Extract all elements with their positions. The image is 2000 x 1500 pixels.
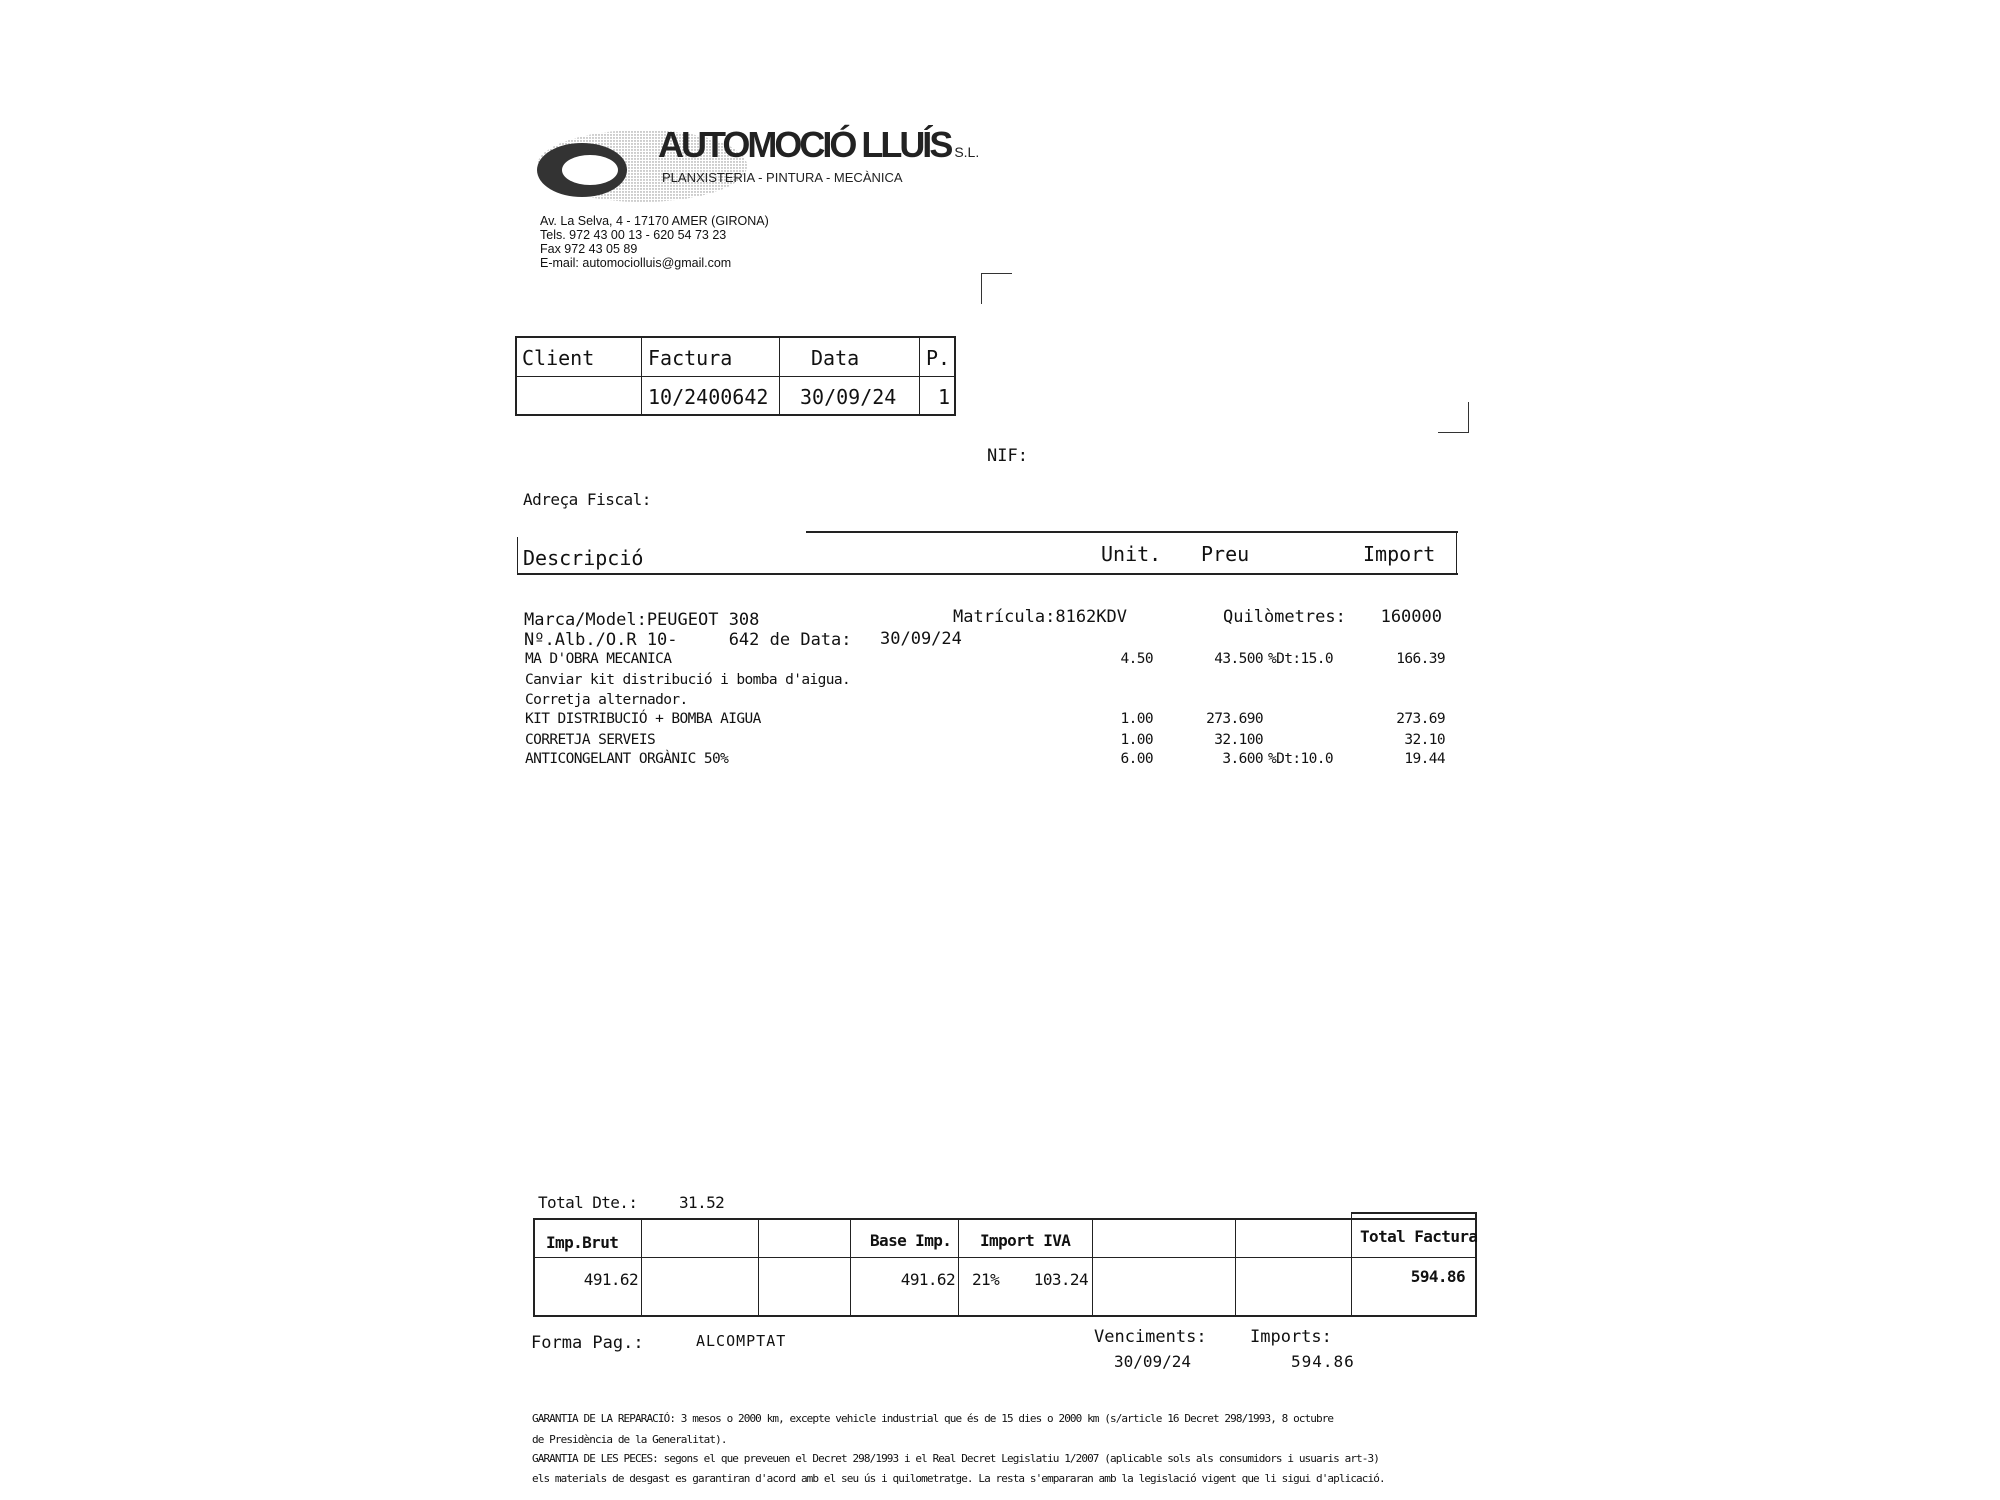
column-unit: Unit. <box>1101 542 1162 566</box>
header-invoice: Factura <box>648 346 733 370</box>
line-item-desc: KIT DISTRIBUCIÓ + BOMBA AIGUA <box>525 711 761 727</box>
company-tagline: PLANXISTERIA - PINTURA - MECÀNICA <box>662 170 903 185</box>
payment-method: ALCOMPTAT <box>696 1332 787 1350</box>
line-item-price: 273.690 <box>1206 711 1263 727</box>
divider <box>1092 1218 1093 1317</box>
warranty-line: GARANTIA DE LA REPARACIÓ: 3 mesos o 2000 km, excepte vehicle industrial que és de 15 dies o 2000 km (s/article 16 Decret 298/1993, 8 octubre <box>532 1412 1334 1425</box>
due-label: Venciments: <box>1094 1327 1207 1347</box>
km-label: Quilòmetres: <box>1223 607 1346 627</box>
line-item-amount: 166.39 <box>1396 651 1445 667</box>
nif-label: NIF: <box>987 446 1028 466</box>
line-item-amount: 19.44 <box>1404 751 1445 767</box>
divider <box>779 336 780 416</box>
line-item-desc: Corretja alternador. <box>525 692 688 708</box>
line-item-price: 3.600 <box>1222 751 1263 767</box>
company-name-group <box>658 124 979 165</box>
gross-label: Imp.Brut <box>546 1233 619 1252</box>
order-reference: Nº.Alb./O.R 10- 642 de Data: <box>524 630 852 650</box>
warranty-line: GARANTIA DE LES PECES: segons el que preveuen el Decret 298/1993 i el Real Decret Legislatiu 1/2007 (aplicable sols als consumidors i usuaris art-3) <box>532 1452 1379 1465</box>
company-fax: Fax 972 43 05 89 <box>540 242 638 256</box>
invoice-date: 30/09/24 <box>800 385 897 409</box>
divider <box>1475 1212 1477 1220</box>
divider <box>517 537 518 574</box>
divider <box>958 1218 959 1317</box>
warranty-line: els materials de desgast es garantiran d'acord amb el seu ús i quilometratge. La resta s'empararan amb la legislació vigent que li sigui d'aplicació. <box>532 1472 1385 1485</box>
vat-value: 103.24 <box>1033 1270 1088 1289</box>
divider <box>533 1257 1477 1258</box>
total-discount: 31.52 <box>679 1193 725 1212</box>
divider <box>1351 1212 1352 1317</box>
line-item-desc: Canviar kit distribució i bomba d'aigua. <box>525 672 851 688</box>
company-name: AUTOMOCIÓ LLUÍS <box>658 124 951 165</box>
total-label: Total Factura <box>1360 1227 1478 1246</box>
line-item-price: 32.100 <box>1214 732 1263 748</box>
company-email: E-mail: automociolluis@gmail.com <box>540 256 732 270</box>
company-phones: Tels. 972 43 00 13 - 620 54 73 23 <box>540 228 727 242</box>
company-logo <box>532 124 980 208</box>
line-item-amount: 273.69 <box>1396 711 1445 727</box>
header-date: Data <box>811 346 860 370</box>
column-amount: Import <box>1363 542 1436 566</box>
line-item-unit: 6.00 <box>1120 751 1153 767</box>
amounts-label: Imports: <box>1250 1327 1332 1347</box>
company-suffix: S.L. <box>954 144 980 160</box>
gross-value: 491.62 <box>583 1270 638 1289</box>
divider <box>641 336 642 416</box>
base-label: Base Imp. <box>870 1231 952 1250</box>
line-item-discount: %Dt:10.0 <box>1268 751 1334 767</box>
vat-label: Import IVA <box>980 1231 1071 1250</box>
line-item-desc: CORRETJA SERVEIS <box>525 732 656 748</box>
due-date: 30/09/24 <box>1114 1352 1192 1371</box>
base-value: 491.62 <box>900 1270 955 1289</box>
corner-mark-bottom-right <box>1438 402 1469 433</box>
line-item-amount: 32.10 <box>1404 732 1445 748</box>
vehicle-model: Marca/Model:PEUGEOT 308 <box>524 610 760 630</box>
divider <box>1456 531 1457 574</box>
vat-rate: 21% <box>972 1270 1000 1289</box>
divider <box>515 376 956 377</box>
due-amount: 594.86 <box>1291 1352 1355 1371</box>
warranty-line: de Presidència de la Generalitat). <box>532 1433 727 1446</box>
line-item-discount: %Dt:15.0 <box>1268 651 1334 667</box>
line-item-desc: MA D'OBRA MECANICA <box>525 651 672 667</box>
vehicle-plate: Matrícula:8162KDV <box>953 607 1127 627</box>
line-item-unit: 1.00 <box>1120 711 1153 727</box>
header-page: P. <box>926 346 951 370</box>
payment-method-label: Forma Pag.: <box>531 1333 644 1353</box>
fiscal-address-label: Adreça Fiscal: <box>523 490 651 509</box>
column-description: Descripció <box>523 546 644 570</box>
invoice-total: 594.86 <box>1410 1267 1465 1286</box>
invoice-number: 10/2400642 <box>648 385 769 409</box>
divider <box>1351 1212 1477 1214</box>
line-item-price: 43.500 <box>1214 651 1263 667</box>
header-client: Client <box>522 346 595 370</box>
line-item-unit: 1.00 <box>1120 732 1153 748</box>
km-value: 160000 <box>1380 607 1442 627</box>
divider <box>919 336 920 416</box>
order-date: 30/09/24 <box>880 629 962 649</box>
page-number: 1 <box>938 385 951 409</box>
column-price: Preu <box>1201 542 1250 566</box>
divider <box>850 1218 851 1317</box>
divider <box>758 1218 759 1317</box>
divider <box>1235 1218 1236 1317</box>
divider <box>806 531 1458 533</box>
line-item-desc: ANTICONGELANT ORGÀNIC 50% <box>525 751 729 767</box>
line-item-unit: 4.50 <box>1120 651 1153 667</box>
company-address: Av. La Selva, 4 - 17170 AMER (GIRONA) <box>540 214 769 228</box>
corner-mark-top-left <box>981 273 1012 304</box>
total-discount-label: Total Dte.: <box>538 1193 638 1212</box>
divider <box>641 1218 642 1317</box>
divider <box>517 573 1458 575</box>
